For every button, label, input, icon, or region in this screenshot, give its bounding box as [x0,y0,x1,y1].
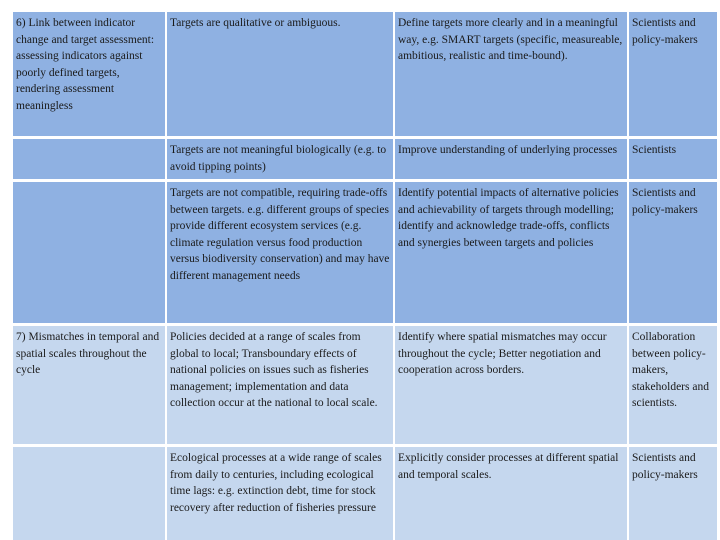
issue-cell: Targets are not meaningful biologically (e.g. to avoid tipping points) [167,139,393,182]
table-row [13,139,717,182]
table-row [13,182,717,326]
issue-cell: Targets are qualitative or ambiguous. [167,12,393,139]
challenge-cell: 6) Link between indicator change and target assessment: assessing indicators against poorly defined targets, rendering assessment meaningless [13,12,165,139]
actors-cell: Scientists and policy-makers [629,12,717,139]
solution-cell: Identify where spatial mismatches may occur throughout the cycle; Better negotiation and cooperation across borders. [395,326,627,447]
challenges-table [11,12,719,540]
challenge-cell [13,139,165,182]
table-row [13,326,717,447]
solution-cell: Explicitly consider processes at different spatial and temporal scales. [395,447,627,540]
table-row [13,12,717,139]
challenge-cell [13,182,165,326]
issue-cell: Targets are not compatible, requiring trade-offs between targets. e.g. different groups of species provide different ecosystem services (e.g. climate regulation versus food production versus biodiversity conservation) and may have different management needs [167,182,393,326]
actors-cell: Collaboration between policy-makers, stakeholders and scientists. [629,326,717,447]
solution-cell: Define targets more clearly and in a meaningful way, e.g. SMART targets (specific, measureable, ambitious, realistic and time-bound). [395,12,627,139]
actors-cell: Scientists and policy-makers [629,182,717,326]
actors-cell: Scientists [629,139,717,182]
table-row [13,447,717,540]
actors-cell: Scientists and policy-makers [629,447,717,540]
challenge-cell: 7) Mismatches in temporal and spatial scales throughout the cycle [13,326,165,447]
solution-cell: Identify potential impacts of alternative policies and achievability of targets through modelling; identify and acknowledge trade-offs, conflicts and synergies between targets and policies [395,182,627,326]
challenge-cell [13,447,165,540]
issue-cell: Policies decided at a range of scales from global to local; Transboundary effects of national policies on issues such as fisheries management; implementation and data collection occur at the national to local scale. [167,326,393,447]
issue-cell: Ecological processes at a wide range of scales from daily to centuries, including ecological time lags: e.g. extinction debt, time for stock recovery after reduction of fisheries pressure [167,447,393,540]
solution-cell: Improve understanding of underlying processes [395,139,627,182]
